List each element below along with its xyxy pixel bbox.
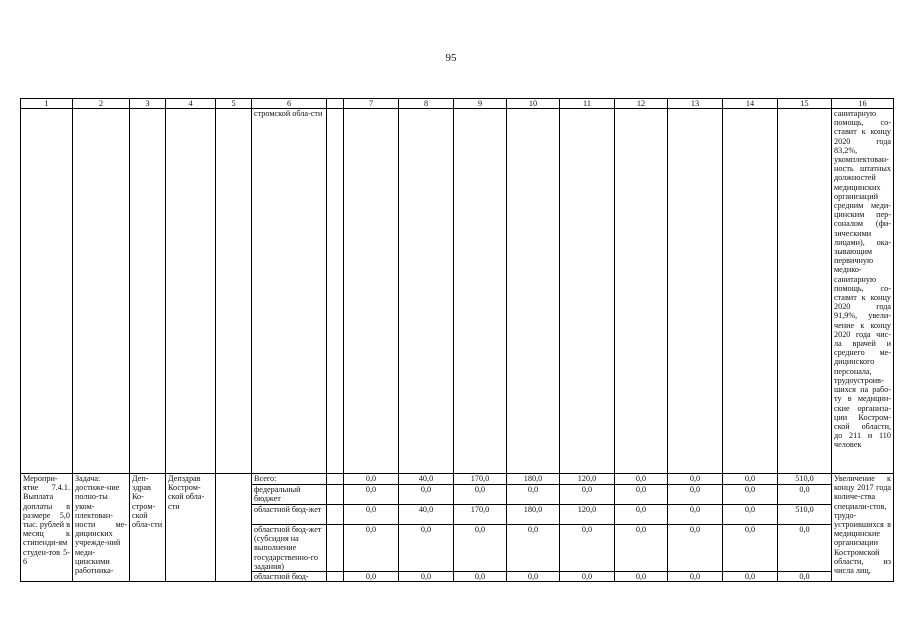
- value-cell: 0,0: [723, 505, 778, 525]
- measure-name-cell: Меропри-ятие 7.4.1. Выплата доплаты в размере 5,0 тыс. рублей в месяц к стипенди-ям студен-тов 5-6: [21, 474, 73, 582]
- value-cell: 0,0: [344, 505, 399, 525]
- value-cell: 510,0: [778, 474, 832, 485]
- value-cell: 0,0: [723, 485, 778, 505]
- value-cell: 0,0: [507, 525, 560, 572]
- value-cell: 0,0: [723, 474, 778, 485]
- value-cell: 0,0: [668, 525, 723, 572]
- value-cell: 0,0: [615, 485, 668, 505]
- page-number: 95: [445, 52, 457, 64]
- value-cell: 0,0: [344, 525, 399, 572]
- value-cell: 0,0: [344, 474, 399, 485]
- value-cell: 0,0: [344, 485, 399, 505]
- col-num: 4: [166, 99, 216, 109]
- col-num: 8: [399, 99, 454, 109]
- col-num: 12: [615, 99, 668, 109]
- funding-source-cell: Всего:: [252, 474, 327, 485]
- expected-result-cell: санитарную помощь, со-ставит к концу 2020 года 83,2%, укомплектован-ность штатных должностей медицинских организаций средним меди-цинским пер-соналом (фи-зическими лицами), ока-зывающим первичную медико-санитарную помощь, со-ставит к концу 2020 года 91,9%, увели-чение к концу 2020 года чис-ла врачей и среднего ме-дицинского персонала, трудоустроив-шихся на рабо-ту в медицин-ские организа-ции Костром-ской области, до 211 и 110 человек: [832, 109, 894, 474]
- table-row: [21, 474, 894, 485]
- task-cell: Задача: достиже-ние полно-ты уком-плектован-ности ме-дицинских учрежде-ний меди-цинскими работника-: [73, 474, 130, 582]
- value-cell: 0,0: [723, 525, 778, 572]
- col-num: 10: [507, 99, 560, 109]
- value-cell: 120,0: [560, 505, 615, 525]
- col-num: 7: [344, 99, 399, 109]
- value-cell: 0,0: [454, 572, 507, 582]
- value-cell: 0,0: [615, 474, 668, 485]
- value-cell: 0,0: [615, 505, 668, 525]
- value-cell: 0,0: [399, 485, 454, 505]
- value-cell: 0,0: [560, 525, 615, 572]
- col-num: 2: [73, 99, 130, 109]
- funding-source-cell: федеральный бюджет: [252, 485, 327, 505]
- value-cell: 0,0: [668, 572, 723, 582]
- value-cell: 0,0: [507, 485, 560, 505]
- value-cell: 0,0: [399, 525, 454, 572]
- col-num: 11: [560, 99, 615, 109]
- value-cell: 0,0: [778, 485, 832, 505]
- funding-source-cell: областной бюд-жет (субсидия на выполнение государственно-го задания): [252, 525, 327, 572]
- col-num: 14: [723, 99, 778, 109]
- value-cell: 0,0: [454, 485, 507, 505]
- column-number-row: [21, 99, 894, 109]
- col-num: 13: [668, 99, 723, 109]
- value-cell: 0,0: [507, 572, 560, 582]
- funding-source-cell: областной бюд-: [252, 572, 327, 582]
- col-num: 9: [454, 99, 507, 109]
- col-num: 1: [21, 99, 73, 109]
- funding-source-cell: стромской обла-сти: [252, 109, 327, 474]
- continuation-row: [21, 109, 894, 474]
- value-cell: 0,0: [668, 474, 723, 485]
- value-cell: 170,0: [454, 505, 507, 525]
- value-cell: 120,0: [560, 474, 615, 485]
- value-cell: 510,0: [778, 505, 832, 525]
- value-cell: 0,0: [615, 525, 668, 572]
- expected-result-cell: Увеличение к концу 2017 года количе-ства специали-стов, трудо-устроившихся в медицинские организации Костромской области, из числа лиц,: [832, 474, 894, 582]
- col-num: 5: [216, 99, 252, 109]
- value-cell: 180,0: [507, 505, 560, 525]
- value-cell: 0,0: [723, 572, 778, 582]
- executor-cell: Депздрав Костром-ской обла-сти: [166, 474, 216, 582]
- col-num: 16: [832, 99, 894, 109]
- value-cell: 0,0: [668, 485, 723, 505]
- value-cell: 0,0: [454, 525, 507, 572]
- value-cell: 40,0: [399, 505, 454, 525]
- value-cell: 0,0: [778, 525, 832, 572]
- value-cell: 170,0: [454, 474, 507, 485]
- value-cell: 0,0: [778, 572, 832, 582]
- funding-source-cell: областной бюд-жет: [252, 505, 327, 525]
- col-num: 3: [130, 99, 166, 109]
- value-cell: 40,0: [399, 474, 454, 485]
- value-cell: 180,0: [507, 474, 560, 485]
- value-cell: 0,0: [668, 505, 723, 525]
- col-num: [327, 99, 344, 109]
- value-cell: 0,0: [344, 572, 399, 582]
- value-cell: 0,0: [399, 572, 454, 582]
- responsible-cell: Деп-здрав Ко-стром-ской обла-сти: [130, 474, 166, 582]
- value-cell: 0,0: [560, 485, 615, 505]
- value-cell: 0,0: [560, 572, 615, 582]
- col-num: 15: [778, 99, 832, 109]
- col-num: 6: [252, 99, 327, 109]
- value-cell: 0,0: [615, 572, 668, 582]
- program-table: [20, 98, 894, 582]
